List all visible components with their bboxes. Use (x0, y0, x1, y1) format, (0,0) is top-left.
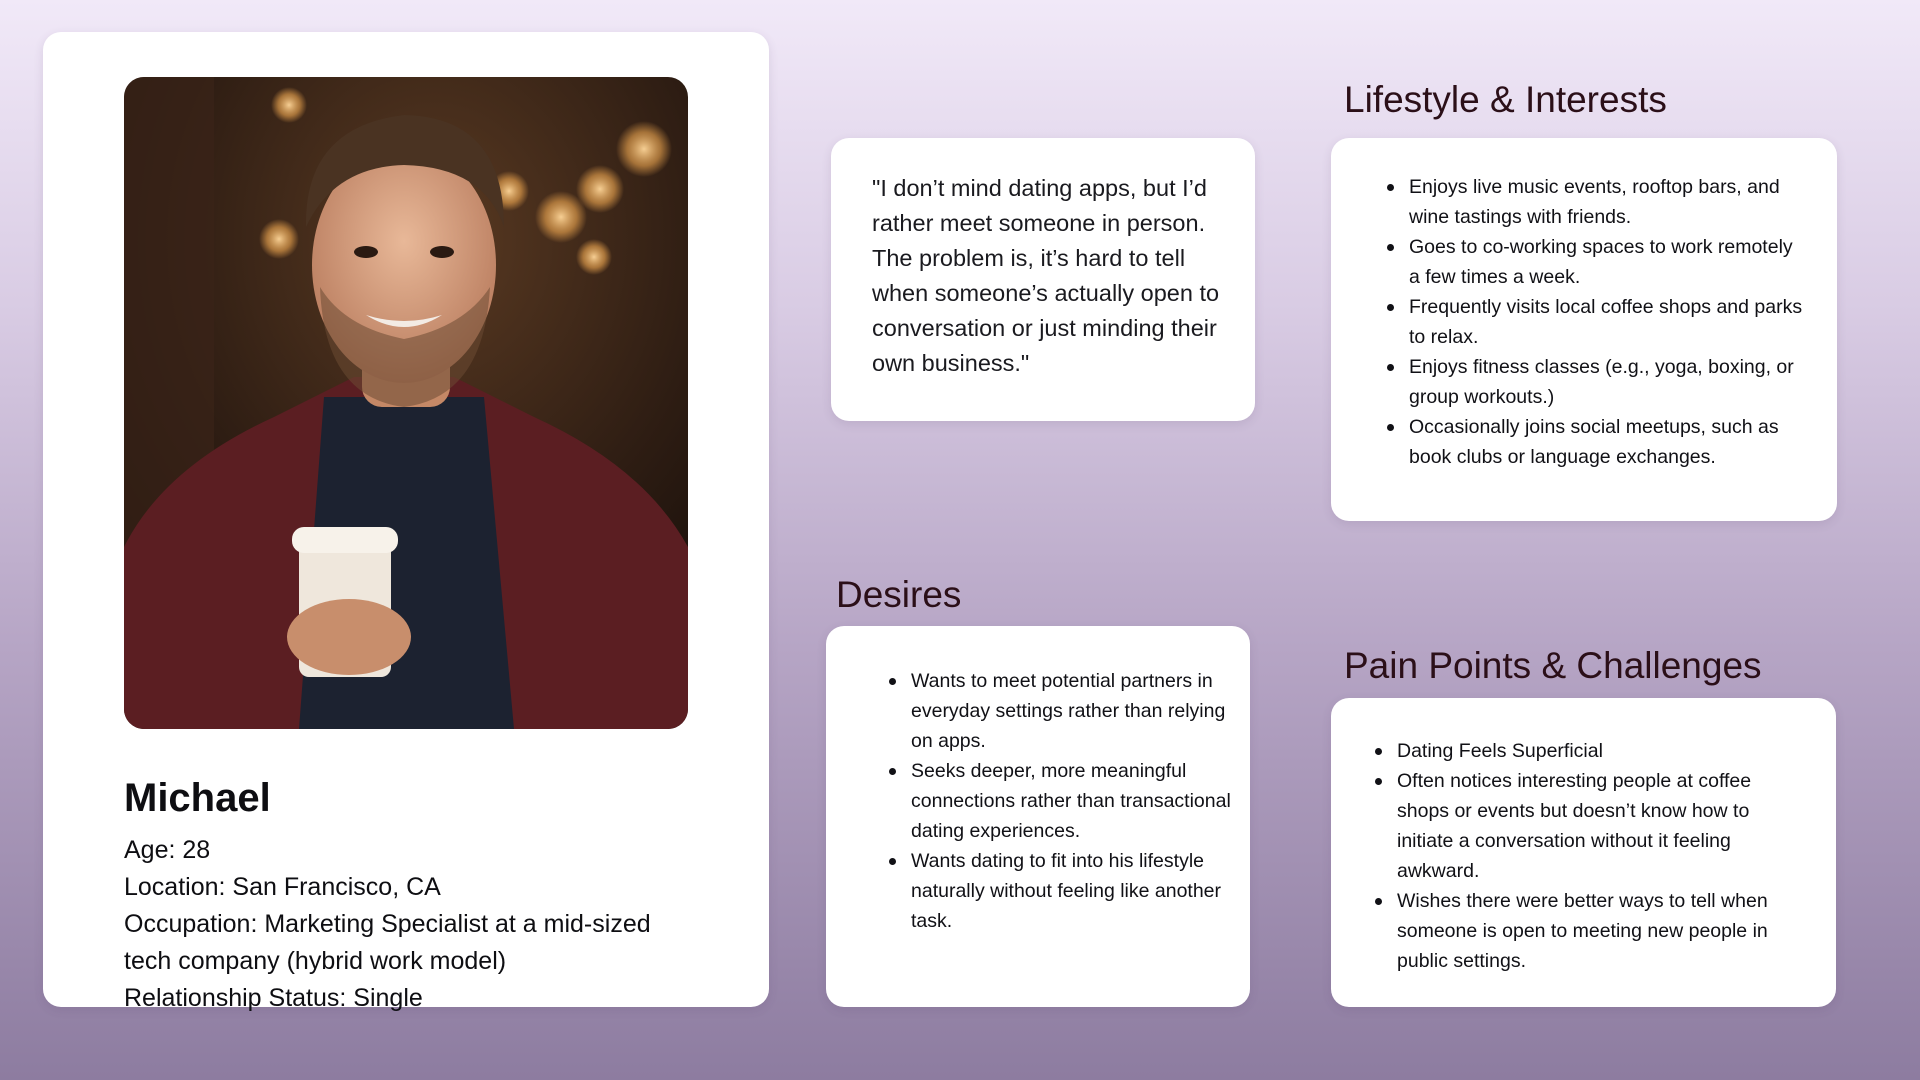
pain-point-item: Wishes there were better ways to tell when someone is open to meeting new people in public settings. (1375, 886, 1795, 976)
lifestyle-item: Enjoys fitness classes (e.g., yoga, boxing, or group workouts.) (1387, 352, 1807, 412)
profile-details (124, 832, 704, 1017)
pain-points-heading: Pain Points & Challenges (1344, 645, 1762, 686)
pain-point-item: Dating Feels Superficial (1375, 736, 1795, 766)
profile-relationship-status: Relationship Status: Single (124, 984, 423, 1012)
lifestyle-list (1387, 172, 1807, 472)
pain-points-card (1331, 698, 1836, 1007)
desires-item: Wants to meet potential partners in everyday settings rather than relying on apps. (889, 666, 1239, 756)
desires-item: Wants dating to fit into his lifestyle naturally without feeling like another task. (889, 846, 1239, 936)
lifestyle-item: Occasionally joins social meetups, such as book clubs or language exchanges. (1387, 412, 1807, 472)
pain-point-item: Often notices interesting people at coffee shops or events but doesn’t know how to initiate a conversation without it feeling awkward. (1375, 766, 1795, 886)
desires-heading: Desires (836, 574, 962, 615)
profile-photo-illustration (124, 77, 688, 729)
lifestyle-item: Goes to co-working spaces to work remotely a few times a week. (1387, 232, 1807, 292)
profile-photo (124, 77, 688, 729)
pain-points-list (1375, 736, 1795, 976)
quote-text: "I don’t mind dating apps, but I’d rather meet someone in person. The problem is, it’s hard to tell when someone’s actually open to conversation or just minding their own business." (872, 175, 1220, 376)
profile-age: Age: 28 (124, 836, 211, 864)
desires-item: Seeks deeper, more meaningful connections rather than transactional dating experiences. (889, 756, 1239, 846)
lifestyle-item: Enjoys live music events, rooftop bars, and wine tastings with friends. (1387, 172, 1807, 232)
profile-location: Location: San Francisco, CA (124, 873, 441, 901)
desires-card (826, 626, 1250, 1007)
lifestyle-heading: Lifestyle & Interests (1344, 79, 1667, 120)
profile-name: Michael (124, 776, 271, 820)
lifestyle-item: Frequently visits local coffee shops and parks to relax. (1387, 292, 1807, 352)
profile-occupation: Occupation: Marketing Specialist at a mid-sized tech company (hybrid work model) (124, 910, 651, 975)
profile-card (43, 32, 769, 1012)
desires-list (889, 666, 1239, 936)
lifestyle-card (1331, 138, 1837, 521)
quote-card (831, 138, 1255, 421)
